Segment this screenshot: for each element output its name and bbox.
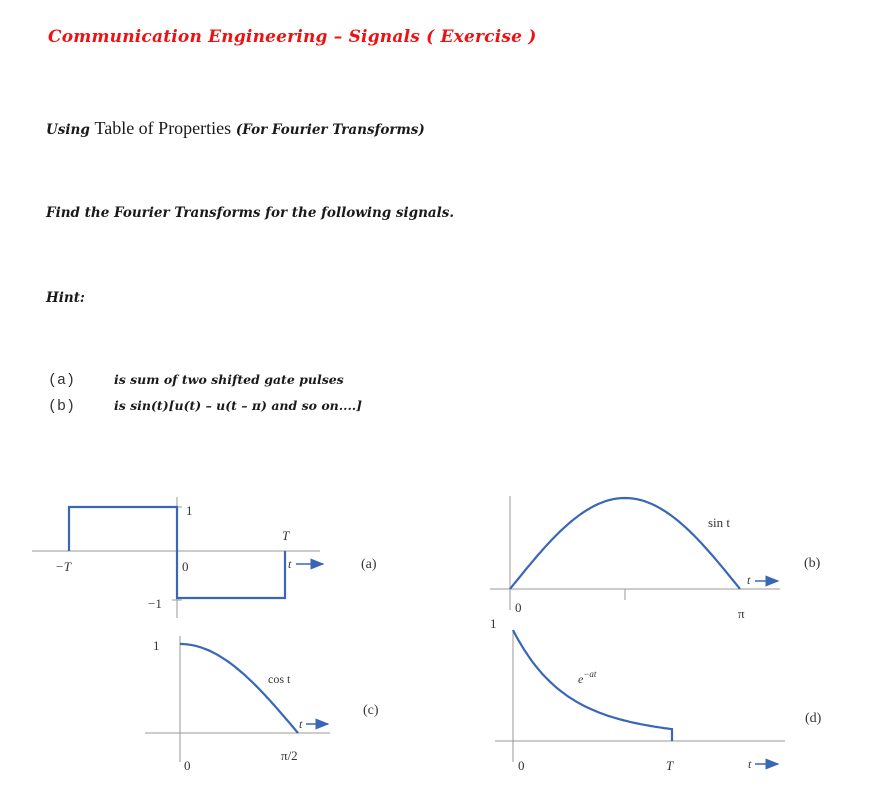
hint-a-text: is sum of two shifted gate pulses [114,372,344,387]
hint-a-tag: (a) [48,372,76,389]
figure-b-label: (b) [804,556,821,571]
page-title: Communication Engineering – Signals ( Exercise ) [48,27,537,47]
figure-c-curve-label: cos t [268,672,291,686]
figure-b-tick-zero: 0 [515,600,522,615]
figure-b-curve-label: sin t [708,515,731,530]
figure-c-tick-zero: 0 [184,758,191,773]
figure-c-cosine-curve [180,644,298,733]
figure-c-axis-t: t [299,717,303,731]
figure-d-tick-one: 1 [490,616,497,631]
figure-c-label: (c) [363,703,379,718]
figure-d-tick-T: T [666,758,674,773]
figure-d-axis-t: t [748,757,752,771]
figure-a [32,497,377,618]
using-suffix: (For Fourier Transforms) [235,122,425,138]
figure-a-tick-neg-one: −1 [148,596,162,611]
figure-d-curve-base: e [578,672,584,686]
figure-d-curve-exp: −at [583,669,597,679]
figure-a-tick-zero: 0 [182,559,189,574]
figure-a-tick-one: 1 [186,503,193,518]
figure-c-tick-one: 1 [153,638,160,653]
figure-d-tick-zero: 0 [518,758,525,773]
figure-d-curve-label [578,669,597,686]
figure-d [490,616,822,773]
figure-a-label: (a) [361,557,377,572]
figure-c [145,636,379,773]
hint-b-text: is sin(t)[u(t) – u(t – π) and so on....] [114,398,363,413]
hint-b-tag: (b) [48,398,76,415]
figure-d-label: (d) [805,711,822,726]
figure-a-gate-pulses [69,507,285,598]
using-prefix: Using [46,122,90,138]
figure-a-tick-T: T [282,528,290,543]
figure-b [490,496,821,621]
figure-a-tick-neg-T: −T [55,559,72,574]
figure-d-exponential-curve [513,630,672,741]
figure-b-sine-curve [510,498,740,589]
figure-a-axis-t: t [288,557,292,571]
figure-c-tick-half-pi: π/2 [281,748,298,763]
figure-b-axis-t: t [747,573,751,587]
using-main: Table of Properties [94,118,232,138]
figure-b-tick-pi: π [738,606,745,621]
hint-label: Hint: [46,290,85,306]
find-line: Find the Fourier Transforms for the following signals. [46,205,455,221]
